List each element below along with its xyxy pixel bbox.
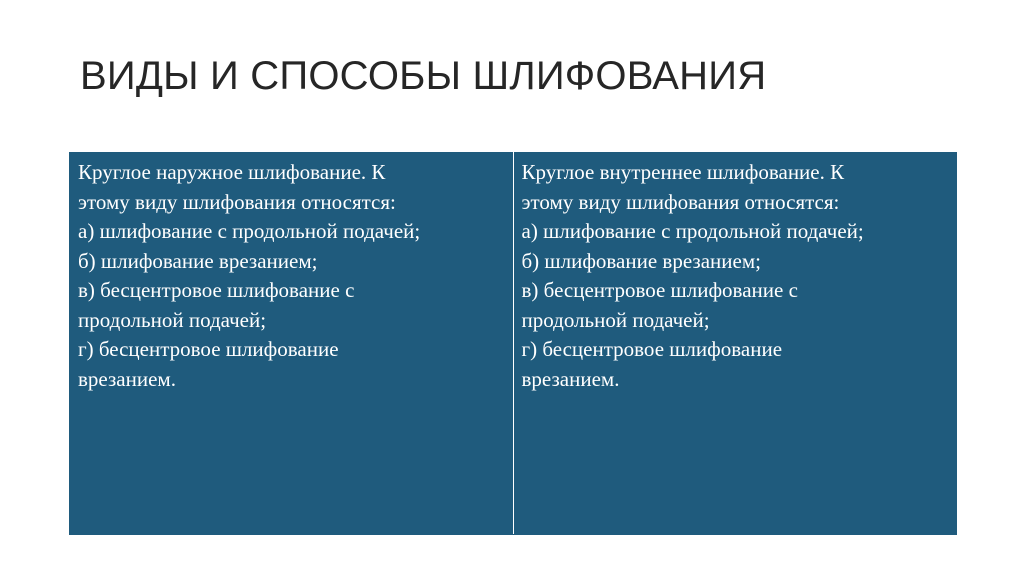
cell-text-line: этому виду шлифования относятся: xyxy=(78,189,396,214)
cell-text-line: б) шлифование врезанием; xyxy=(78,248,318,273)
cell-text-line: в) бесцентровое шлифование с xyxy=(521,278,798,302)
cell-text-line: врезанием. xyxy=(521,366,620,391)
cell-text-line: этому виду шлифования относятся: xyxy=(521,189,840,214)
cell-text-line: продольной подачей; xyxy=(78,307,267,332)
cell-text-line: Круглое наружное шлифование. К xyxy=(78,160,386,184)
table-cell-internal-grinding xyxy=(513,153,957,535)
content-table xyxy=(69,152,957,535)
cell-text-line: продольной подачей; xyxy=(521,307,710,332)
cell-text-line: б) шлифование врезанием; xyxy=(521,248,761,273)
cell-text-line: г) бесцентровое шлифование xyxy=(521,337,783,361)
cell-text-line: врезанием. xyxy=(78,366,176,391)
cell-text-line: Круглое внутреннее шлифование. К xyxy=(521,160,845,184)
cell-text-line: а) шлифование с продольной подачей; xyxy=(521,219,864,243)
table-row xyxy=(70,153,957,535)
cell-text-line: в) бесцентровое шлифование с xyxy=(78,278,355,302)
slide-title: ВИДЫ И СПОСОБЫ ШЛИФОВАНИЯ xyxy=(80,54,767,98)
table-cell-external-grinding xyxy=(70,153,514,535)
cell-text-line: а) шлифование с продольной подачей; xyxy=(78,219,421,243)
cell-text-line: г) бесцентровое шлифование xyxy=(78,337,339,361)
